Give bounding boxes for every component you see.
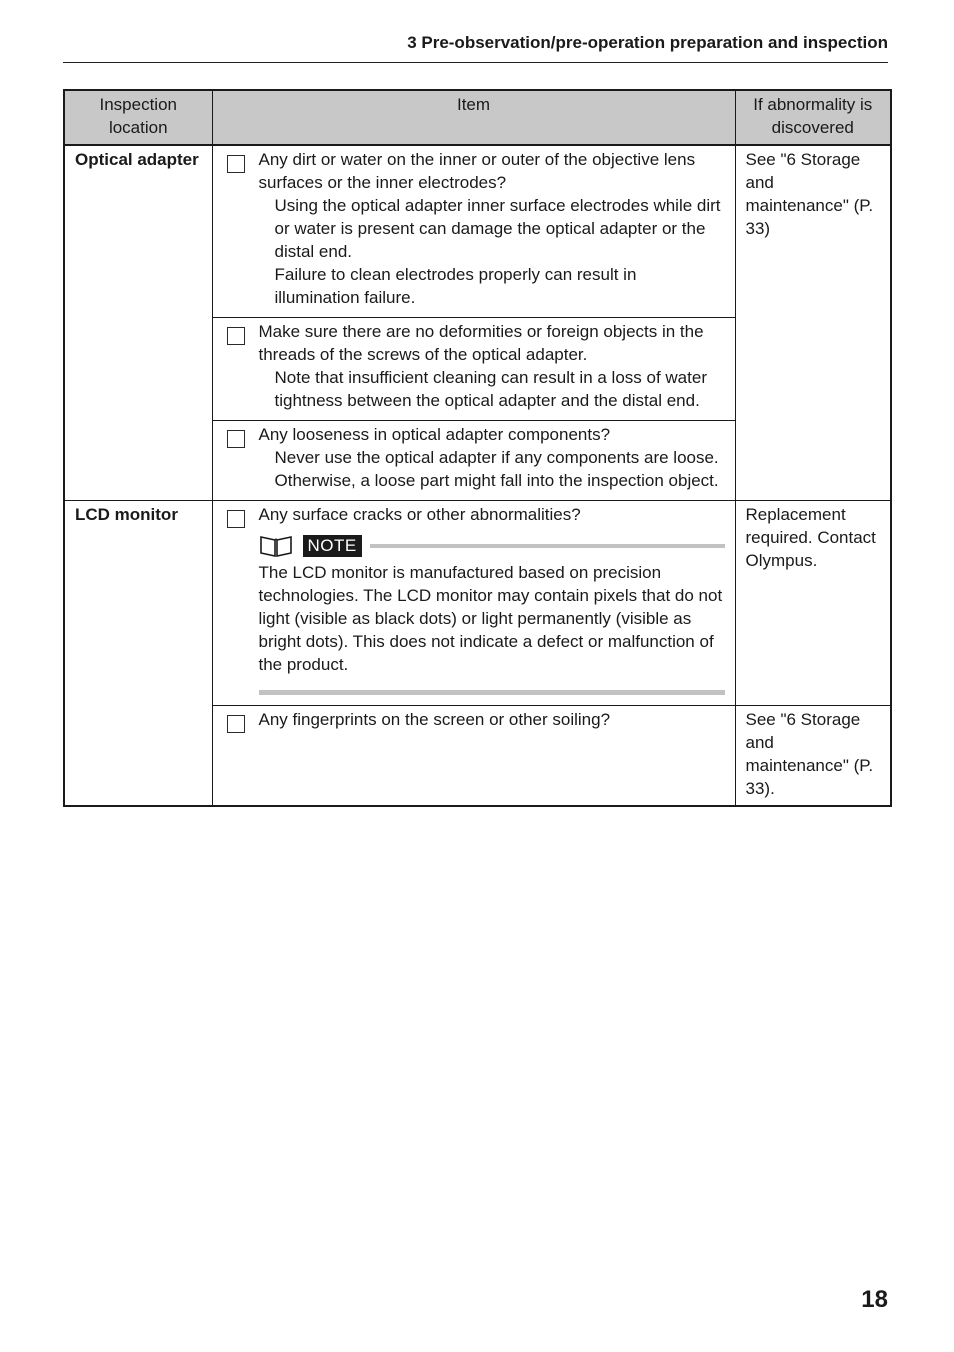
item-question: Any looseness in optical adapter components? — [258, 425, 611, 444]
item-question: Any dirt or water on the inner or outer of the objective lens surfaces or the inner electrodes? — [258, 150, 696, 192]
checkbox-icon[interactable] — [227, 510, 245, 528]
column-header-item: Item — [212, 90, 735, 145]
note-header — [259, 534, 725, 558]
item-question: Any fingerprints on the screen or other soiling? — [258, 710, 611, 729]
item-cell — [212, 421, 735, 501]
item-note: Using the optical adapter inner surface electrodes while dirt or water is present can damage the optical adapter or the distal end. — [274, 196, 721, 261]
note-label: NOTE — [303, 535, 362, 557]
table-row — [64, 145, 891, 318]
checkbox-icon[interactable] — [227, 430, 245, 448]
item-cell — [212, 145, 735, 318]
location-lcd-monitor: LCD monitor — [64, 501, 212, 807]
item-question: Any surface cracks or other abnormalities? — [258, 505, 581, 524]
inspection-table — [63, 89, 892, 807]
note-divider — [370, 544, 725, 548]
action-cell: See "6 Storage and maintenance" (P. 33) — [735, 145, 891, 501]
checkbox-icon[interactable] — [227, 715, 245, 733]
table-row — [64, 501, 891, 706]
note-end-divider — [259, 690, 725, 695]
item-cell — [212, 706, 735, 807]
checkbox-icon[interactable] — [227, 155, 245, 173]
item-note: Note that insufficient cleaning can result in a loss of water tightness between the optical adapter and the distal end. — [274, 368, 707, 410]
item-note: Failure to clean electrodes properly can result in illumination failure. — [274, 265, 637, 307]
action-cell: Replacement required. Contact Olympus. — [735, 501, 891, 706]
page-number: 18 — [861, 1286, 888, 1313]
note-text: The LCD monitor is manufactured based on precision technologies. The LCD monitor may contain pixels that do not light (visible as black dots) or light permanently (visible as bright dots). This does not indicate a defect or malfunction of the product. — [258, 563, 723, 674]
item-note: Never use the optical adapter if any components are loose. Otherwise, a loose part might fall into the inspection object. — [274, 448, 719, 490]
location-optical-adapter: Optical adapter — [64, 145, 212, 501]
checkbox-icon[interactable] — [227, 327, 245, 345]
header-divider — [63, 62, 888, 63]
item-cell — [212, 318, 735, 421]
item-cell — [212, 501, 735, 706]
item-question: Make sure there are no deformities or foreign objects in the threads of the screws of the optical adapter. — [258, 322, 704, 364]
chapter-header: 3 Pre-observation/pre-operation preparation and inspection — [407, 33, 888, 52]
column-header-action: If abnormality is discovered — [735, 90, 891, 145]
table-header-row — [64, 90, 891, 145]
book-icon — [259, 534, 293, 558]
action-cell: See "6 Storage and maintenance" (P. 33). — [735, 706, 891, 807]
column-header-location: Inspection location — [64, 90, 212, 145]
